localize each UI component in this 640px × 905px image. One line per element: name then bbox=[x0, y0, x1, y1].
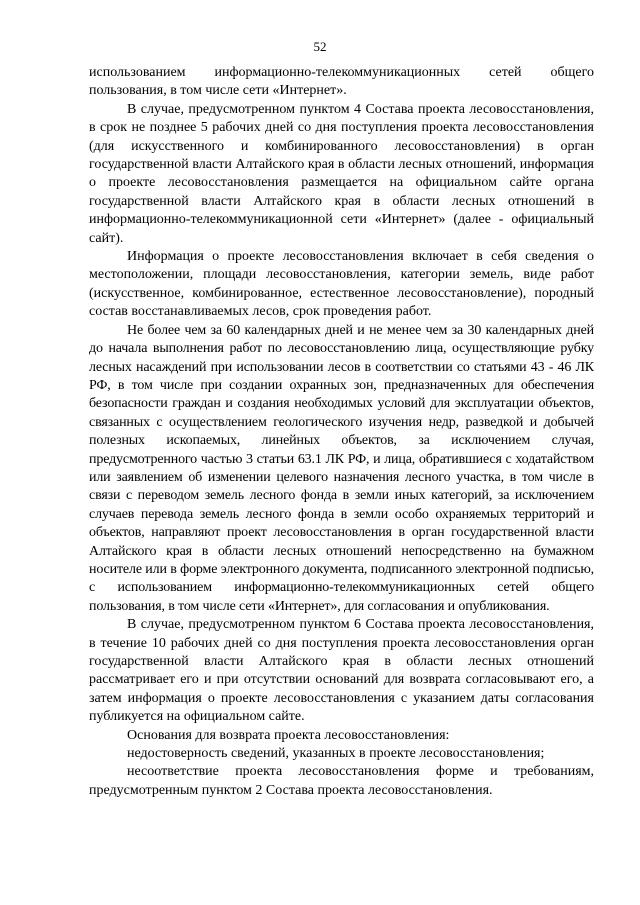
page-number: 52 bbox=[313, 39, 327, 54]
paragraph: использованием информационно-телекоммуникационных сетей общего пользования, в том числе сети «Интернет». bbox=[89, 65, 594, 99]
paragraph: Основания для возврата проекта лесовосстановления: bbox=[127, 727, 450, 743]
body-text bbox=[89, 64, 594, 800]
paragraph: Информация о проекте лесовосстановления включает в себя сведения о местоположении, площади лесовосстановления, категории земель, виде работ (искусственное, комбинированное, естественное лесовосстановление), породный состав восстанавливаемых лесов, срок проведения работ. bbox=[89, 249, 594, 320]
paragraph: В случае, предусмотренном пунктом 6 Состава проекта лесовосстановления, в течение 10 рабочих дней со дня поступления проекта лесовосстановления орган государственной власти Алтайского края в области лесных отношений рассматривает его и при отсутствии оснований для возврата согласовывают его, а затем информация о проекте лесовосстановления с указанием даты согласования публикуется на официальном сайте. bbox=[89, 617, 594, 725]
paragraph: Не более чем за 60 календарных дней и не менее чем за 30 календарных дней до начала выполнения работ по лесовосстановлению лица, осуществляющие рубку лесных насаждений при использовании лесов в соответствии со статьями 43 - 46 ЛК РФ, в том числе при создании охранных зон, предназначенных для обеспечения безопасности граждан и создания необходимых условий для эксплуатации объектов, связанных с осуществлением геологического изучения недр, разведкой и добычей полезных ископаемых, линейных объектов, за исключением случая, предусмотренного частью 3 статьи 63.1 ЛК РФ, и лица, обратившиеся с ходатайством или заявлением об изменении целевого назначения лесного участка, в том числе в связи с переводом земель лесного фонда в земли иных категорий, за исключением случаев перевода земель лесного фонда в земли особо охраняемых территорий и объектов, направляют проект лесовосстановления в орган государственной власти Алтайского края в области лесных отношений непосредственно на бумажном носителе или в форме электронного документа, подписанного электронной подписью, с использованием информационно-телекоммуникационных сетей общего пользования, в том числе сети «Интернет», для согласования и опубликования. bbox=[89, 322, 594, 614]
paragraph: В случае, предусмотренном пунктом 4 Состава проекта лесовосстановления, в срок не позднее 5 рабочих дней со дня поступления проекта лесовосстановления (для искусственного и комбинированного лесовосстановления) в орган государственной власти Алтайского края в области лесных отношений, информация о проекте лесовосстановления размещается на официальном сайте органа государственной власти Алтайского края в области лесных отношений в информационно-телекоммуникационной сети «Интернет» (далее - официальный сайт). bbox=[89, 101, 594, 246]
paragraph: несоответствие проекта лесовосстановления форме и требованиям, предусмотренным пунктом 2 Состава проекта лесовосстановления. bbox=[89, 764, 594, 798]
paragraph: недостоверность сведений, указанных в проекте лесовосстановления; bbox=[127, 746, 545, 762]
